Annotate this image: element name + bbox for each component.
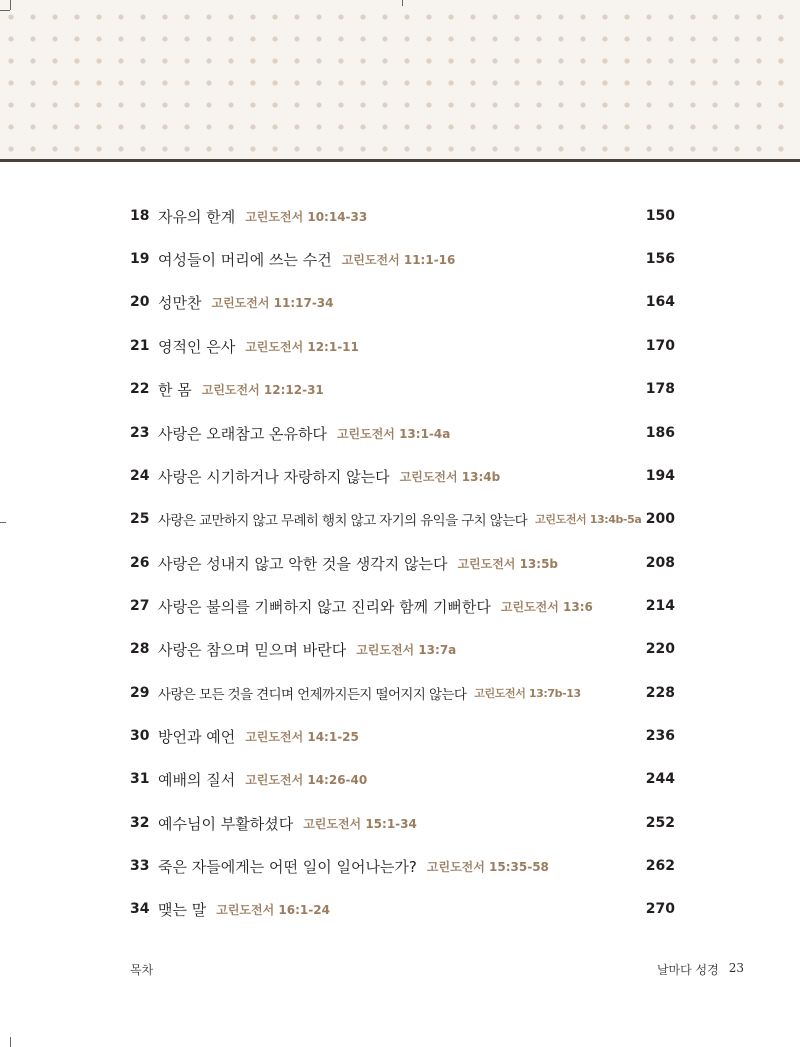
- entry-reference: 고린도전서 13:4b-5a: [535, 513, 642, 526]
- entry-number: 18: [130, 208, 150, 224]
- entry-page-number: 262: [645, 858, 675, 874]
- entry-number: 31: [130, 771, 150, 787]
- crop-mark: [0, 522, 6, 523]
- footer-running-title: [657, 961, 744, 978]
- entry-number: 29: [130, 685, 150, 701]
- entry-page-number: 236: [645, 728, 675, 744]
- toc-entry-29[interactable]: [130, 681, 675, 705]
- entry-reference: 고린도전서 13:1-4a: [336, 426, 451, 441]
- entry-page-number: 244: [645, 771, 675, 787]
- entry-page-number: 208: [645, 555, 675, 571]
- entry-page-number: 156: [645, 251, 675, 267]
- entry-number: 26: [130, 555, 150, 571]
- entry-page-number: 150: [645, 208, 675, 224]
- toc-entry-18[interactable]: [130, 204, 675, 228]
- entry-page-number: 170: [645, 338, 675, 354]
- entry-number: 33: [130, 858, 150, 874]
- entry-page-number: 220: [645, 641, 675, 657]
- entry-title: 죽은 자들에게는 어떤 일이 일어나는가?: [158, 857, 417, 876]
- entry-number: 25: [130, 511, 150, 527]
- entry-reference: 고린도전서 13:4b: [399, 469, 501, 484]
- entry-title: 사랑은 교만하지 않고 무례히 행치 않고 자기의 유익을 구치 않는다: [158, 513, 528, 529]
- toc-entry-23[interactable]: [130, 421, 675, 445]
- entry-title: 맺는 말: [158, 900, 207, 919]
- entry-reference: 고린도전서 16:1-24: [216, 902, 330, 917]
- toc-entry-19[interactable]: [130, 247, 675, 271]
- entry-reference: 고린도전서 14:26-40: [245, 772, 368, 787]
- toc-entry-24[interactable]: [130, 464, 675, 488]
- entry-reference: 고린도전서 12:1-11: [245, 339, 359, 354]
- toc-entry-32[interactable]: [130, 811, 675, 835]
- entry-number: 34: [130, 901, 150, 917]
- header-divider: [0, 159, 800, 162]
- entry-number: 28: [130, 641, 150, 657]
- crop-mark: [10, 1037, 11, 1047]
- entry-reference: 고린도전서 11:1-16: [341, 252, 456, 267]
- entry-number: 20: [130, 294, 150, 310]
- entry-title: 영적인 은사: [158, 337, 236, 356]
- entry-number: 27: [130, 598, 150, 614]
- entry-page-number: 164: [645, 294, 675, 310]
- entry-page-number: 186: [645, 425, 675, 441]
- footer-book-title: 날마다 성경: [656, 963, 719, 977]
- entry-reference: 고린도전서 15:35-58: [426, 859, 549, 874]
- crop-mark: [0, 10, 10, 11]
- footer-page-number: 23: [728, 961, 744, 975]
- entry-title: 자유의 한계: [158, 207, 236, 226]
- entry-title: 사랑은 시기하거나 자랑하지 않는다: [158, 467, 390, 486]
- entry-title: 사랑은 참으며 믿으며 바란다: [158, 640, 347, 659]
- entry-reference: 고린도전서 13:6: [500, 599, 593, 614]
- decorative-dot-band: [0, 0, 800, 160]
- toc-entry-20[interactable]: [130, 290, 675, 314]
- entry-number: 22: [130, 381, 150, 397]
- entry-title: 사랑은 불의를 기뻐하지 않고 진리와 함께 기뻐한다: [158, 597, 491, 616]
- entry-number: 32: [130, 815, 150, 831]
- entry-reference: 고린도전서 13:5b: [457, 556, 559, 571]
- entry-number: 23: [130, 425, 150, 441]
- toc-entry-27[interactable]: [130, 594, 675, 618]
- entry-reference: 고린도전서 13:7a: [356, 642, 457, 657]
- entry-title: 예수님이 부활하셨다: [158, 814, 294, 833]
- entry-page-number: 178: [645, 381, 675, 397]
- entry-page-number: 194: [645, 468, 675, 484]
- entry-number: 21: [130, 338, 150, 354]
- entry-title: 한 몸: [158, 380, 192, 399]
- entry-title: 사랑은 성내지 않고 악한 것을 생각지 않는다: [158, 554, 448, 573]
- entry-reference: 고린도전서 12:12-31: [201, 382, 324, 397]
- crop-mark: [402, 0, 403, 6]
- entry-page-number: 252: [645, 815, 675, 831]
- entry-page-number: 214: [645, 598, 675, 614]
- entry-reference: 고린도전서 10:14-33: [245, 209, 368, 224]
- toc-entry-31[interactable]: [130, 767, 675, 791]
- toc-entry-26[interactable]: [130, 551, 675, 575]
- entry-page-number: 200: [645, 511, 675, 527]
- entry-page-number: 228: [645, 685, 675, 701]
- entry-title: 방언과 예언: [158, 727, 236, 746]
- entry-title: 사랑은 모든 것을 견디며 언제까지든지 떨어지지 않는다: [158, 687, 467, 703]
- entry-page-number: 270: [645, 901, 675, 917]
- entry-reference: 고린도전서 14:1-25: [245, 729, 359, 744]
- toc-entry-28[interactable]: [130, 637, 675, 661]
- toc-entry-30[interactable]: [130, 724, 675, 748]
- entry-title: 사랑은 오래참고 온유하다: [158, 424, 327, 443]
- footer-section-label: 목차: [130, 963, 154, 977]
- toc-entry-33[interactable]: [130, 854, 675, 878]
- entry-number: 19: [130, 251, 150, 267]
- entry-reference: 고린도전서 13:7b-13: [474, 687, 581, 700]
- entry-title: 예배의 질서: [158, 770, 236, 789]
- entry-title: 성만찬: [158, 293, 202, 312]
- toc-entry-34[interactable]: [130, 897, 675, 921]
- toc-entry-22[interactable]: [130, 377, 675, 401]
- crop-mark: [10, 0, 11, 10]
- toc-entry-21[interactable]: [130, 334, 675, 358]
- entry-number: 30: [130, 728, 150, 744]
- entry-title: 여성들이 머리에 쓰는 수건: [158, 250, 332, 269]
- entry-reference: 고린도전서 15:1-34: [303, 816, 417, 831]
- entry-number: 24: [130, 468, 150, 484]
- toc-entry-25[interactable]: [130, 507, 675, 531]
- entry-reference: 고린도전서 11:17-34: [211, 295, 334, 310]
